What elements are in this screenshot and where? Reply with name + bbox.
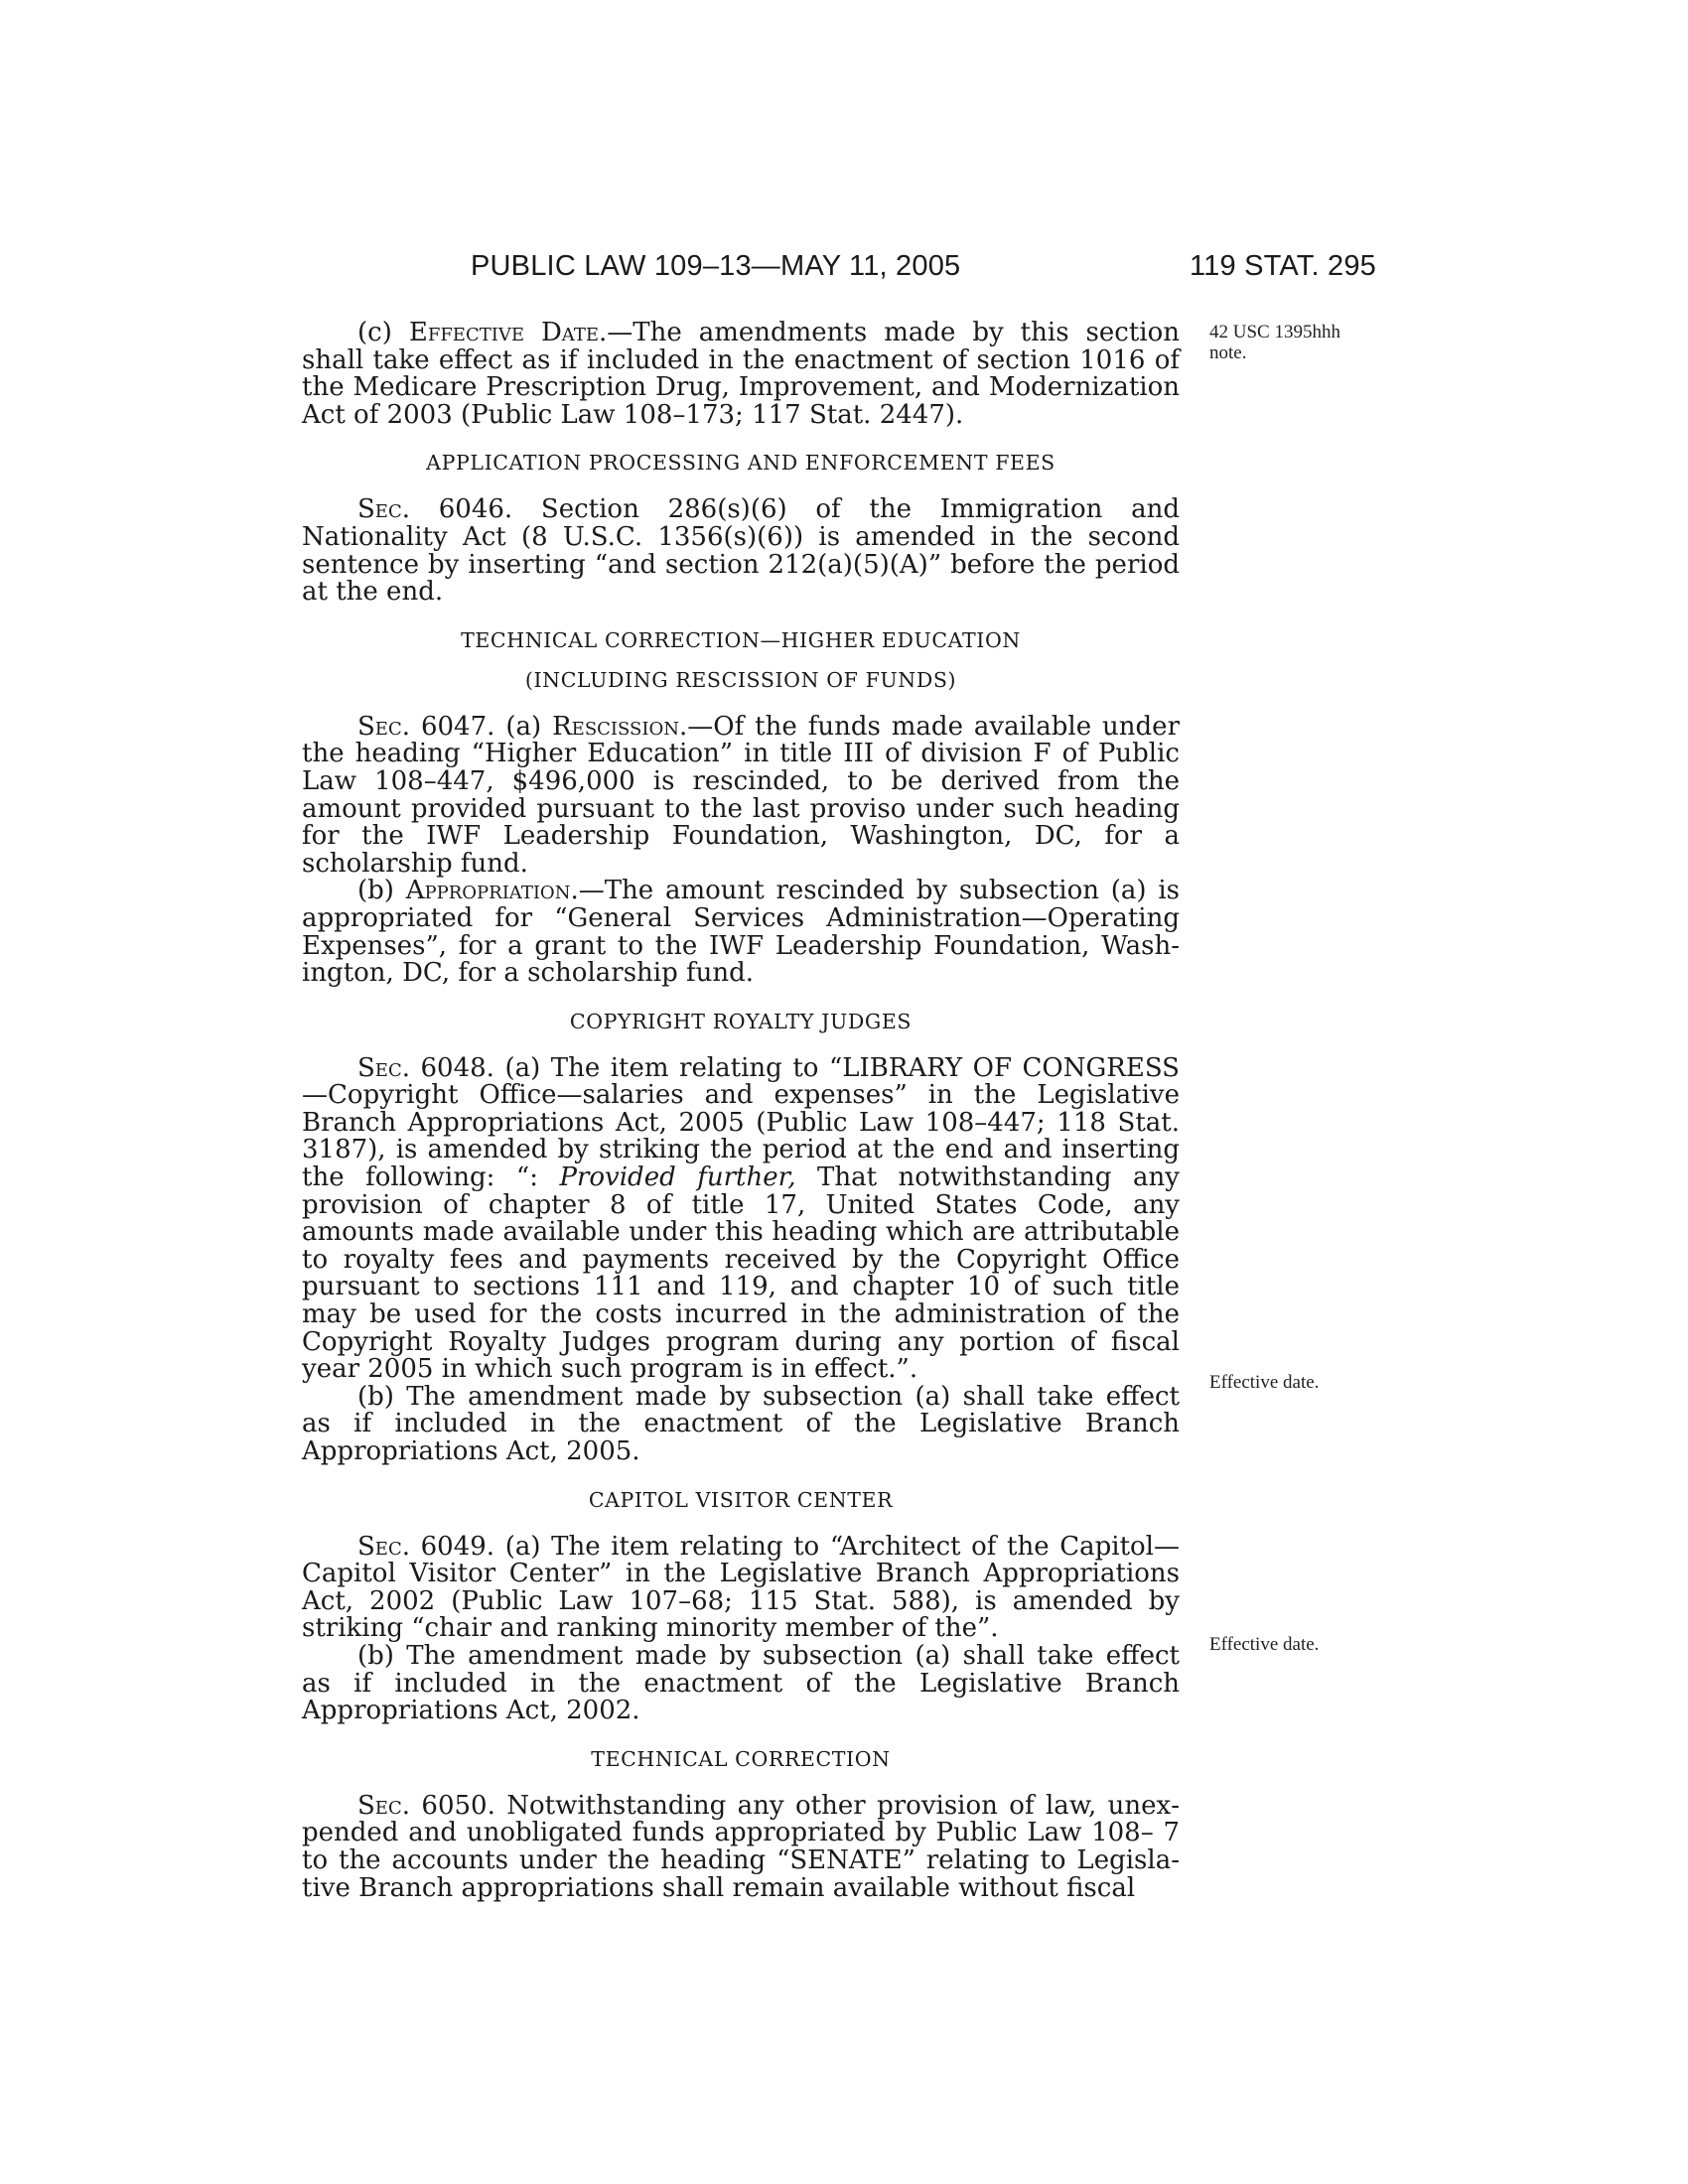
section-6050: Sec. 6050. Notwithstanding any other provision of law, unexpended and unobligated funds appropriated by Public Law 108– 7 to the accounts under the heading “SENATE” relating to Legislative Branch appropriations shall remain available without fiscal [302, 1790, 1180, 1903]
subheading-including-rescission: (INCLUDING RESCISSION OF FUNDS) [524, 667, 957, 692]
section-6049-b: (b) The amendment made by subsection (a) shall take effect as if included in the enactment of the Legislative Branch Appropriations Act, 2002. [302, 1640, 1180, 1726]
heading-technical-correction-higher-education: TECHNICAL CORRECTION—HIGHER EDUCATION [461, 627, 1021, 652]
heading-capitol-visitor-center: CAPITOL VISITOR CENTER [588, 1487, 894, 1512]
margin-note-usc-line1: 42 USC 1395hhh [1209, 322, 1340, 342]
heading-technical-correction: TECHNICAL CORRECTION [591, 1746, 891, 1771]
section-6045-c: (c) Effective Date.—The amendments made by this section shall take effect as if included in the enactment of section 1016 of the Medicare Prescription Drug, Improvement, and Modernization Act of 2003 (Public Law 108–173; 117 Stat. 2447). [302, 318, 1180, 430]
section-6047-a: Sec. 6047. (a) Rescission.—Of the funds made available under the heading “Higher Education” in title III of division F of Public Law 108–447, $496,000 is rescinded, to be derived from the amount provided pursuant to the last proviso under such heading for the IWF Leadership Foundation, Washington, DC, for a scholarship fund. [302, 711, 1181, 879]
header-title: PUBLIC LAW 109–13—MAY 11, 2005 [471, 250, 961, 282]
section-6048-a: Sec. 6048. (a) The item relating to “LIBRARY OF CONGRESS—Copyright Office—salaries and expenses” in the Legislative Branch Appropriations Act, 2005 (Public Law 108–447; 118 Stat. 3187), is amended by striking the period at the end and inserting the following: “: Provided further, That notwithstanding any provision of chapter 8 of title 17, United States Code, any amounts made available under this heading which are attributable to royalty fees and payments received by the Copyright Office pursuant to sections 111 and 119, and chapter 10 of such title may be used for the costs incurred in the administration of the Copyright Royalty Judges program during any portion of fiscal year 2005 in which such program is in effect.”. [302, 1052, 1180, 1385]
heading-copyright-royalty-judges: COPYRIGHT ROYALTY JUDGES [569, 1009, 913, 1033]
proviso-italic: Provided further, [559, 1162, 796, 1193]
section-6046: Sec. 6046. Section 286(s)(6) of the Immigration and Nationality Act (8 U.S.C. 1356(s)(6)) is amended in the second sentence by inserting “and section 212(a)(5)(A)” before the period at the end. [302, 494, 1180, 608]
section-6048-b: (b) The amendment made by subsection (a) shall take effect as if included in the enactment of the Legislative Branch Appropriations Act, 2005. [302, 1381, 1180, 1466]
header-stat-page: 119 STAT. 295 [1190, 250, 1376, 282]
margin-note-usc-line2: note. [1209, 342, 1247, 363]
margin-note-effective-date-6049: Effective date. [1209, 1634, 1320, 1655]
section-6049-a: Sec. 6049. (a) The item relating to “Architect of the Capitol— Capitol Visitor Center” in the Legislative Branch Appropriations Act, 2002 (Public Law 107–68; 115 Stat. 588), is amended by striking “chair and ranking minority member of the”. [302, 1531, 1180, 1644]
section-6047-b: (b) Appropriation.—The amount rescinded by subsection (a) is appropriated for “General Services Administration—Operating Expenses”, for a grant to the IWF Leadership Foundation, Washington, DC, for a scholarship fund. [302, 876, 1180, 989]
caption-appropriation: Appropriation [405, 876, 571, 906]
running-head [471, 250, 1376, 294]
heading-application-processing: APPLICATION PROCESSING AND ENFORCEMENT FEES [426, 451, 1055, 476]
margin-note-effective-date-6048: Effective date. [1209, 1372, 1320, 1393]
caption-rescission: Rescission [552, 711, 680, 742]
margin-note-usc [1209, 322, 1340, 363]
caption-effective-date: Effective Date [408, 318, 599, 347]
body-column [302, 320, 1180, 1902]
